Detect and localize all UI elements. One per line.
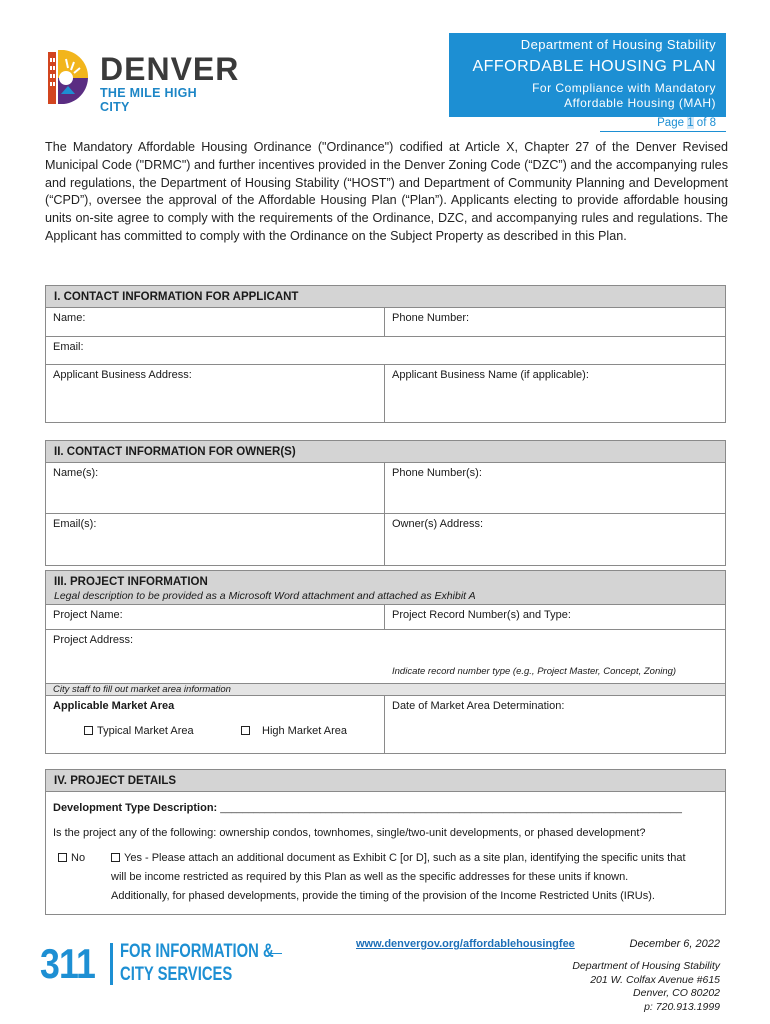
no-checkbox[interactable] [58, 853, 67, 862]
denver-sun-mountain-icon [48, 50, 90, 104]
section-project-details [45, 769, 726, 915]
project-record-field[interactable]: Project Record Number(s) and Type: [392, 609, 571, 621]
applicant-email-field[interactable]: Email: [53, 341, 84, 353]
high-market-checkbox[interactable] [241, 726, 250, 735]
phased-question: Is the project any of the following: ownership condos, townhomes, single/two-unit developments, or phased development? [53, 827, 646, 839]
owner-phones-field[interactable]: Phone Number(s): [392, 467, 482, 479]
compliance-line-1: For Compliance with Mandatory [532, 81, 716, 95]
yes-checkbox[interactable] [111, 853, 120, 862]
intro-paragraph: The Mandatory Affordable Housing Ordinance ("Ordinance") codified at Article X, Chapter 27 of the Denver Revised Municipal Code ("DRMC") and further incentives provided in the Denver Zoning Code (“DZC”) and the accompanying rules and regulations, the Department of Housing Stability (“HOST”) and Department of Community Planning and Development (“CPD”), oversee the approval of the Affordable Housing Plan (“Plan”). Applicants electing to provide affordable housing units on-site agree to comply with the requirements of the Ordinance, DZC, and accompanying rules and regulations. The Applicant has committed to comply with the Ordinance on the Subject Property as described in this Plan. [45, 140, 728, 243]
311-logo [40, 940, 274, 990]
311-number: 311 [40, 940, 96, 987]
applicant-phone-field[interactable]: Phone Number: [392, 312, 470, 324]
section-title: I. CONTACT INFORMATION FOR APPLICANT [46, 286, 725, 308]
market-area-cell [46, 696, 385, 753]
owner-address-field[interactable]: Owner(s) Address: [392, 518, 484, 530]
legal-description-note: Legal description to be provided as a Microsoft Word attachment and attached as Exhibit A [54, 590, 476, 602]
compliance-line-2: Affordable Housing (MAH) [564, 96, 716, 110]
city-staff-note: City staff to fill out market area information [53, 684, 231, 695]
project-name-field[interactable]: Project Name: [46, 605, 385, 629]
development-type-field[interactable]: Development Type Description: ___________________________________________________________________________________ [53, 802, 682, 814]
logo-tagline: THE MILE HIGH CITY [100, 86, 197, 114]
311-divider [110, 943, 113, 985]
applicant-business-address-field[interactable]: Applicant Business Address: [46, 365, 385, 422]
section-title: II. CONTACT INFORMATION FOR OWNER(S) [46, 441, 725, 463]
denver-logo [48, 50, 240, 114]
applicant-name-field[interactable]: Name: [46, 308, 385, 336]
record-type-hint: Indicate record number type (e.g., Project Master, Concept, Zoning) [392, 666, 677, 677]
section-project-information [45, 570, 726, 754]
typical-market-checkbox[interactable] [84, 726, 93, 735]
market-determination-date-field[interactable]: Date of Market Area Determination: [392, 700, 565, 712]
title-banner [449, 33, 726, 117]
no-option[interactable]: No [53, 849, 111, 906]
market-area-label: Applicable Market Area [53, 700, 175, 712]
department-address: Department of Housing Stability 201 W. Colfax Avenue #615 Denver, CO 80202 p: 720.913.1999 [572, 960, 720, 1013]
311-line-2: CITY SERVICES [120, 964, 233, 985]
page-current[interactable]: 1 [687, 117, 694, 129]
logo-wordmark: DENVER [100, 51, 240, 87]
section-title-block [46, 571, 725, 605]
department-name: Department of Housing Stability [520, 37, 716, 52]
section-title: III. PROJECT INFORMATION [54, 576, 208, 588]
high-market-option[interactable]: High Market Area [241, 724, 347, 738]
section-owner-contact [45, 440, 726, 566]
owner-names-field[interactable]: Name(s): [46, 463, 385, 513]
owner-emails-field[interactable]: Email(s): [46, 514, 385, 565]
311-rule [270, 953, 282, 954]
section-applicant-contact [45, 285, 726, 423]
applicant-business-name-field[interactable]: Applicant Business Name (if applicable): [392, 369, 589, 381]
project-address-field[interactable]: Project Address: [53, 634, 134, 646]
plan-title: AFFORDABLE HOUSING PLAN [472, 58, 716, 75]
typical-market-option[interactable]: Typical Market Area [84, 724, 241, 738]
page-indicator: Page 1 of 8 [600, 116, 726, 132]
yes-option[interactable]: Yes - Please attach an additional document as Exhibit C [or D], such as a site plan, identifying the specific units that will be income restricted as required by this Plan as well as the specific addresses for these units if known. Additionally, for phased developments, provide the timing of the provision of the Income Restricted Units (IRUs). [111, 852, 686, 902]
311-line-1: FOR INFORMATION & [120, 941, 274, 962]
affordable-housing-fee-link[interactable]: www.denvergov.org/affordablehousingfee [356, 938, 575, 950]
section-title: IV. PROJECT DETAILS [46, 770, 725, 792]
revision-date: December 6, 2022 [629, 938, 720, 950]
